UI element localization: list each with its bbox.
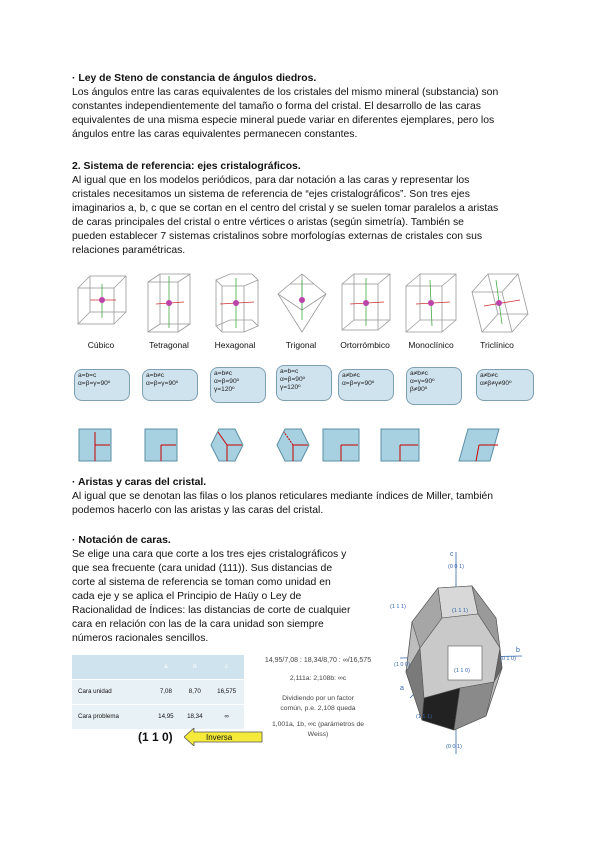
heading-ejes: 2. Sistema de referencia: ejes cristalográficos. [72, 161, 301, 172]
para-line: cara en relación con las de la cara unidad son siempre [72, 619, 324, 630]
relations-row [72, 365, 542, 410]
table-row [72, 680, 244, 705]
table-cell: 16,575 [209, 680, 244, 705]
table-cell: 14,95 [151, 705, 180, 730]
hexagonal-section-icon [210, 428, 244, 462]
section-steno [72, 72, 532, 142]
heading-notacion: · Notación de caras. [72, 535, 171, 546]
para-line: Racionalidad de Índices: las distancias de corte de cualquier [72, 605, 351, 616]
axis-label-a: a [400, 685, 404, 692]
relation-pill [210, 367, 266, 403]
relation-line: a≠b≠c [410, 370, 428, 377]
ratio-formula: 14,95/7,08 : 18,34/8,70 : ∞/16,575 [264, 657, 372, 664]
table-cell: Cara problema [72, 705, 151, 730]
relation-line: α=β=γ=90º [78, 380, 111, 387]
table-header: c [209, 655, 244, 680]
para-line: corte al sistema de referencia se toman como unidad en [72, 577, 331, 588]
system-cubico [72, 268, 130, 348]
axis-label-b: b [516, 647, 520, 654]
heading-steno: · Ley de Steno de constancia de ángulos diedros. [72, 73, 317, 84]
relation-pill [276, 365, 332, 401]
relation-pill [476, 369, 534, 401]
triclinic-section-icon [458, 428, 500, 462]
system-name: Tetragonal [149, 340, 189, 350]
system-name: Ortorrómbico [340, 340, 390, 350]
system-hexagonal [206, 268, 264, 348]
crystal-systems-row [72, 268, 532, 348]
relation-line: α=β=γ=90º [146, 380, 179, 387]
face-label: (1 1 0) [454, 668, 470, 674]
para-line: relaciones paramétricas. [72, 245, 186, 256]
triclinic-crystal-icon [468, 270, 532, 338]
para-line: pueden establecer 7 sistemas cristalinos sobre morfologías externas de cristales con sus [72, 231, 483, 242]
para-line: cristales necesitamos un sistema de referencia de “ejes cristalográficos”. Son tres ejes [72, 189, 470, 200]
system-monoclinico [402, 268, 460, 348]
relation-line: a=b≠c [214, 370, 233, 377]
arrow-label: Inversa [206, 733, 233, 742]
miller-index: (1 1 0) [138, 730, 173, 744]
table-header: b [180, 655, 209, 680]
relation-line: β≠90º [410, 386, 428, 393]
para-line: ángulos entre las caras equivalentes permanecen constantes. [72, 129, 358, 140]
inverse-arrow [184, 728, 264, 746]
hexagonal-crystal-icon [206, 270, 266, 338]
relation-line: α=γ=90º [410, 378, 435, 385]
relation-line: α=β=90º [280, 376, 306, 383]
face-label: (1 1 1) [390, 604, 406, 610]
para-line: constantes independientemente del tamaño o forma del cristal. El desarrollo de las caras [72, 101, 481, 112]
trigonal-crystal-icon [272, 270, 332, 338]
monoclinic-crystal-icon [402, 270, 462, 338]
crystal-figure [390, 548, 530, 758]
para-line: que sea frecuente (cara unidad (111)). Sus distancias de [72, 563, 333, 574]
parameters-table [72, 655, 244, 729]
section-ejes [72, 160, 532, 258]
para-line: Se elige una cara que corte a los tres ejes cristalográficos y [72, 549, 347, 560]
face-label: (1 1 1) [452, 608, 468, 614]
relation-line: γ=120º [214, 386, 235, 393]
system-tetragonal [140, 268, 198, 348]
ratio-result: 2,111a: 2,108b: ∞c [289, 675, 347, 682]
table-row [72, 705, 244, 730]
system-name: Cúbico [87, 340, 115, 350]
heading-aristas: · Aristas y caras del cristal. [72, 477, 207, 488]
table-cell: Cara unidad [72, 680, 151, 705]
face-label: (1 0 0) [394, 662, 410, 668]
face-label: (0 0 1) [448, 564, 464, 570]
relation-pill [142, 369, 198, 401]
cubic-crystal-icon [72, 270, 132, 334]
table-cell: 18,34 [180, 705, 209, 730]
relation-line: α=β=90º [214, 378, 240, 385]
face-label: (1 1 1) [416, 714, 432, 720]
orthorhombic-crystal-icon [336, 270, 396, 338]
table-header [72, 655, 151, 680]
relation-pill [406, 367, 462, 405]
table-cell: 8,70 [180, 680, 209, 705]
relation-line: α=β=γ=90º [342, 380, 375, 387]
section-aristas [72, 476, 532, 518]
para-line: imaginarios a, b, c que se cortan en el centro del cristal y se suelen tomar paralelos a aristas [72, 203, 499, 214]
table-header: a [151, 655, 180, 680]
calculation-block [262, 656, 374, 740]
system-name: Hexagonal [214, 340, 256, 350]
system-trigonal [272, 268, 330, 348]
para-line: de caras principales del cristal o entre vértices o aristas (según simetría). También se [72, 217, 464, 228]
system-triclinico [468, 268, 526, 348]
relation-line: γ=120º [280, 384, 301, 391]
system-name: Trigonal [285, 340, 317, 350]
final-line: 1,001a, 1b, ∞c (parámetros de [271, 721, 365, 728]
relation-line: a≠b≠c [342, 372, 360, 379]
para-line: Al igual que en los modelos periódicos, para dar notación a las caras y representar los [72, 175, 470, 186]
para-line: podemos hacerlo con las aristas y las caras del cristal. [72, 505, 324, 516]
relation-line: α≠β≠γ≠90º [480, 380, 512, 387]
relation-line: a=b=c [78, 372, 97, 379]
para-line: cada eje y se aplica el Principio de Haüy o Ley de [72, 591, 302, 602]
orthorhombic-section-icon [322, 428, 360, 462]
note-line: Dividiendo por un factor [282, 695, 354, 702]
relation-line: a=b=c [280, 368, 299, 375]
table-cell: ∞ [209, 705, 244, 730]
relation-pill [338, 369, 394, 401]
tetragonal-section-icon [144, 428, 178, 462]
table-header-row [72, 655, 244, 680]
final-line: Weiss) [307, 731, 329, 738]
para-line: Al igual que se denotan las filas o los planos reticulares mediante índices de Miller, también [72, 491, 494, 502]
system-name: Triclínico [480, 340, 514, 350]
tetragonal-crystal-icon [140, 270, 200, 338]
axis-label-c: c [450, 551, 454, 558]
cubic-section-icon [78, 428, 112, 462]
monoclinic-section-icon [380, 428, 420, 462]
section-notacion [72, 534, 372, 646]
para-line: equivalentes de una misma especie mineral puede variar en diferentes ejemplares, pero los [72, 115, 495, 126]
trigonal-section-icon [276, 428, 310, 462]
relation-line: a≠b≠c [480, 372, 498, 379]
system-ortorrombico [336, 268, 394, 348]
relation-pill [74, 369, 130, 401]
sections-row [72, 420, 542, 470]
face-label: (0 1 0) [500, 656, 516, 662]
relation-line: a=b≠c [146, 372, 165, 379]
para-line: números racionales sencillos. [72, 633, 209, 644]
para-line: Los ángulos entre las caras equivalentes de los cristales del mismo mineral (substancia) son [72, 87, 499, 98]
note-line: común, p.e. 2,108 queda [280, 705, 356, 712]
face-label: (0 0 1) [446, 744, 462, 750]
table-cell: 7,08 [151, 680, 180, 705]
system-name: Monoclínico [408, 340, 454, 350]
